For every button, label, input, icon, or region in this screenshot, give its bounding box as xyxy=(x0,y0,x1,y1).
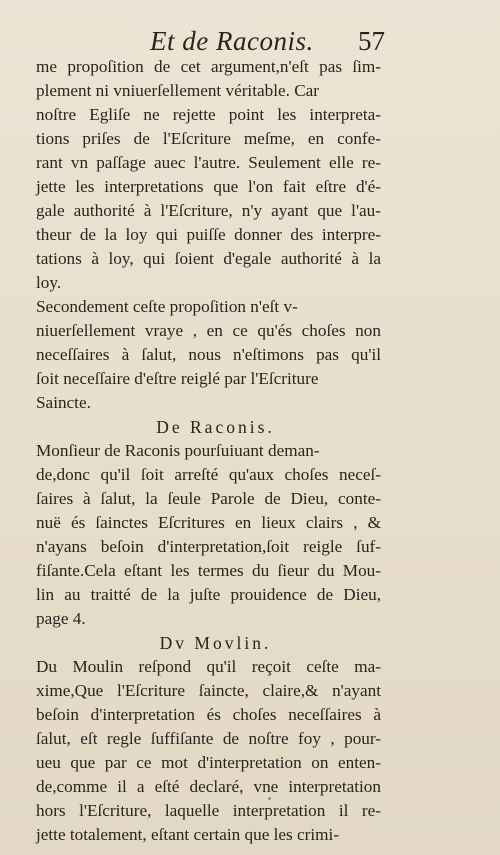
text-line: noſtre Egliſe ne rejette point les interpreta- xyxy=(36,105,381,124)
text-line: xime,Que l'Eſcriture ſaincte, claire,& n'ayant xyxy=(36,681,381,700)
section-heading: De Raconis. xyxy=(156,417,275,437)
text-line: Saincte. xyxy=(36,393,91,412)
text-line: tions priſes de l'Eſcriture meſme, en confe- xyxy=(36,129,381,148)
paper-speck xyxy=(268,797,271,800)
text-line: hors l'Eſcriture, laquelle interpretation il re- xyxy=(36,801,381,820)
text-line: tations à loy, qui ſoient d'egale authorité à la xyxy=(36,249,381,268)
text-line: ſaires à ſalut, la ſeule Parole de Dieu, conte- xyxy=(36,489,381,508)
text-line: gale authorité à l'Eſcriture, n'y ayant que l'au- xyxy=(36,201,381,220)
paragraph xyxy=(36,655,381,847)
text-line: n'ayans beſoin d'interpretation,ſoit reigle ſuf- xyxy=(36,537,381,556)
text-line: ueu que par ce mot d'interpretation on enten- xyxy=(36,753,381,772)
section-heading: Dv Movlin. xyxy=(159,633,272,653)
page-number: 57 xyxy=(358,26,385,56)
page-body xyxy=(36,55,381,847)
text-line: jette totalement, eſtant certain que les crimi- xyxy=(36,825,340,844)
text-line: Secondement ceſte propoſition n'eſt v- xyxy=(36,297,298,316)
text-line: de,donc qu'il ſoit arreſté qu'aux choſes neceſ- xyxy=(36,465,381,484)
text-line: Monſieur de Raconis pourſuiuant deman- xyxy=(36,441,320,460)
text-line: nuë és ſainctes Eſcritures en lieux clairs , & xyxy=(36,513,381,532)
text-line: lin au traitté de la juſte prouidence de Dieu, xyxy=(36,585,381,604)
text-line: ſoit neceſſaire d'eſtre reiglé par l'Eſcriture xyxy=(36,369,319,388)
text-line: page 4. xyxy=(36,609,86,628)
text-line: theur de la loy qui puiſſe donner des interpre- xyxy=(36,225,381,244)
text-line: rant vn paſſage auec l'autre. Seulement elle re- xyxy=(36,153,381,172)
text-line: beſoin d'interpretation és choſes neceſſaires à xyxy=(36,705,381,724)
text-line: plement ni vniuerſellement véritable. Car xyxy=(36,81,320,100)
text-line: neceſſaires à ſalut, nous n'eſtimons pas qu'il xyxy=(36,345,381,364)
text-line: jette les interpretations que l'on fait eſtre d'é- xyxy=(36,177,381,196)
text-line: Du Moulin reſpond qu'il reçoit ceſte ma- xyxy=(36,657,381,676)
text-line: loy. xyxy=(36,273,62,292)
text-line: niuerſellement vraye , en ce qu'és choſes non xyxy=(36,321,381,340)
text-line: de,comme il a eſté declaré, vne interpretation xyxy=(36,777,381,796)
running-title: Et de Raconis. xyxy=(150,26,314,56)
text-line: fiſante.Cela eſtant les termes du ſieur du Mou- xyxy=(36,561,381,580)
paragraph xyxy=(36,55,381,415)
text-line: me propoſition de cet argument,n'eſt pas ſim- xyxy=(36,57,381,76)
text-line: ſalut, eſt regle ſuffiſante de noſtre foy , pour- xyxy=(36,729,381,748)
paragraph xyxy=(36,439,381,631)
